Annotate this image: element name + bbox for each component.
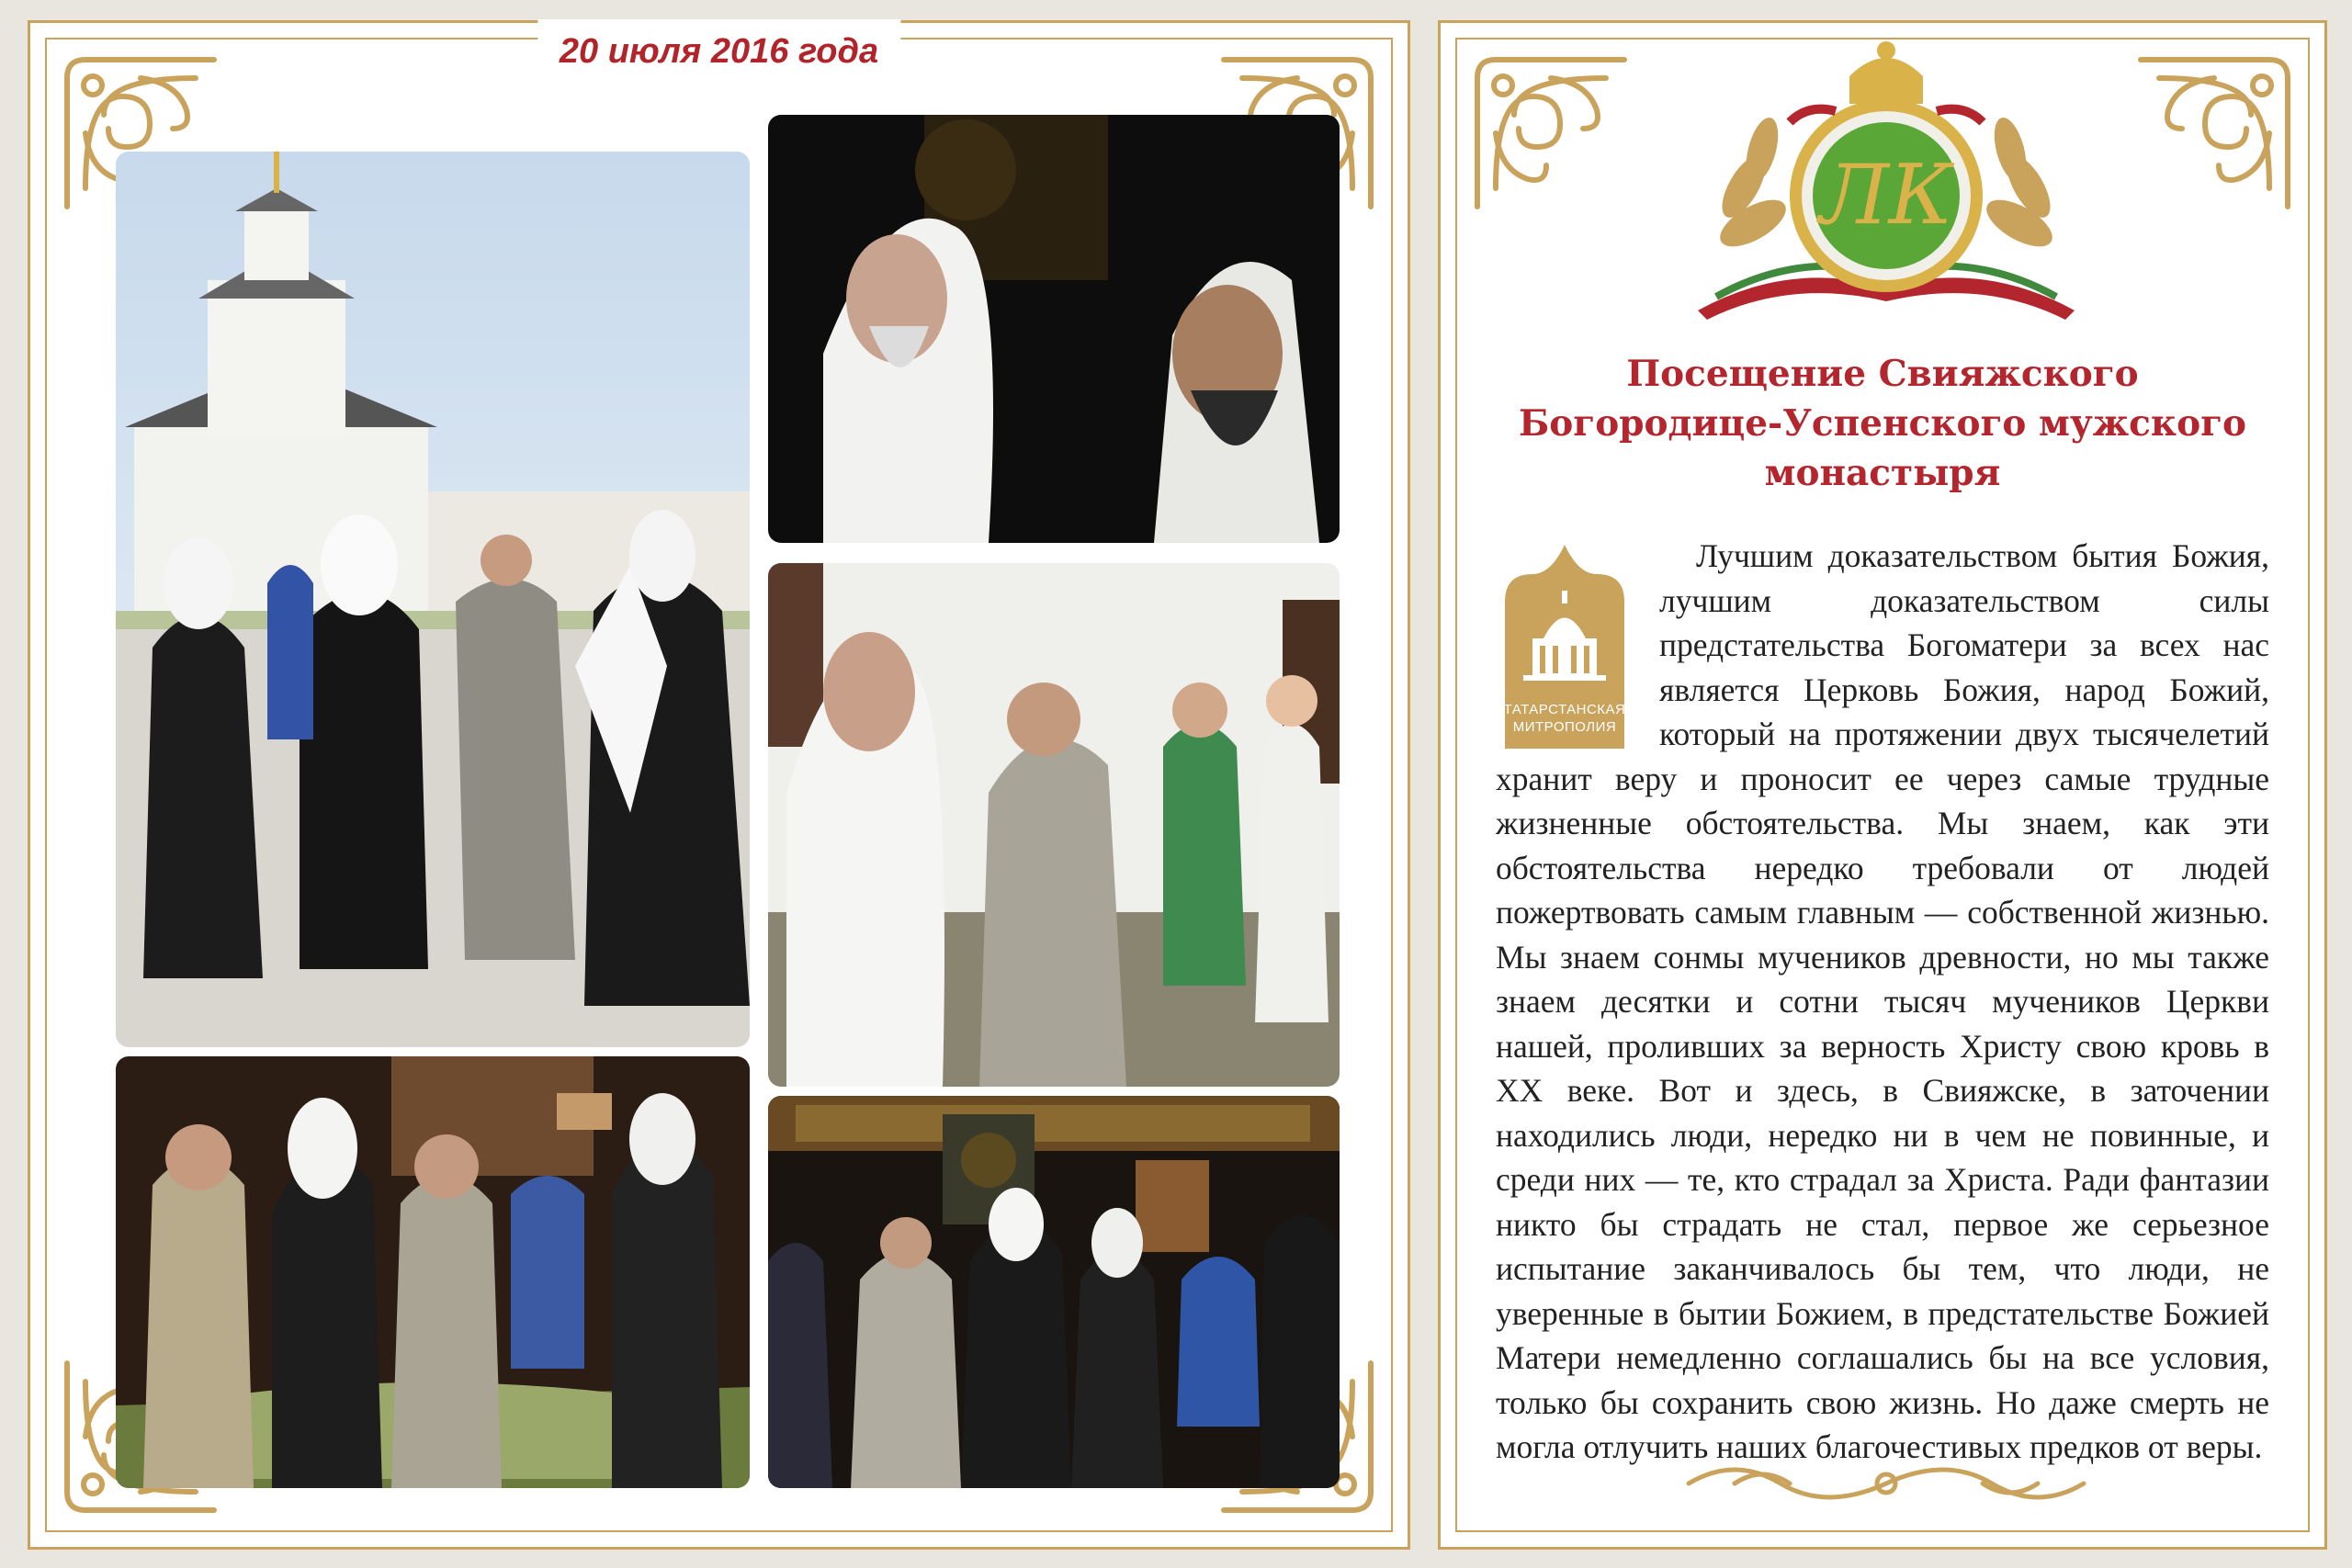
- photo-patriarch-closeup: [768, 115, 1340, 543]
- corner-ornament: [1459, 41, 1643, 225]
- bottom-ornament: [1679, 1456, 2093, 1511]
- emblem-text-line: ТАТАРСТАНСКАЯ: [1503, 702, 1626, 717]
- left-page: [28, 20, 1410, 1550]
- page-title: [1496, 349, 2269, 498]
- patriarch-crest: [1679, 39, 2093, 333]
- photo-monastery-walk: [116, 152, 750, 1047]
- photo-greeting: [768, 563, 1340, 1087]
- body-paragraph: Лучшим доказательством бытия Божия, лучшим доказательством силы предстательства Богоматери за всех нас является Церковь Божия, народ Божий, который на протяжении двух тысячелетий хранит веру и проносит ее через самые трудные жизненные обстоятельства. Мы знаем, как эти обстоятельства нередко требовали от людей пожертвовать самым главным — собственной жизнью. Мы знаем сонмы мучеников древности, но мы также знаем десятки и сотни тысяч мучеников Церкви нашей, проливших за верность Христу свою кровь в XX веке. Вот и здесь, в Свияжске, в заточении находились люди, нередко ни в чем не повинные, и среди них — те, кто страдал за Христа. Ради фантазии никто бы страдать не стал, первое же серьезное испытание заканчивалось бы тем, что люди, не уверенные в бытии Божием, в предстательстве Божией Матери немедленно соглашались бы на все условия, только бы сохранить свою жизнь. Но даже смерть не могла отлучить наших благочестивых предков от веры.: [1496, 537, 2269, 1465]
- title-line: Посещение Свияжского: [1626, 353, 2139, 395]
- photo-church-interior: [768, 1096, 1340, 1488]
- date-label: 20 июля 2016 года: [537, 19, 900, 84]
- svg-text:ЛК: ЛК: [1819, 147, 1953, 243]
- title-line: Богородице-Успенского мужского: [1518, 402, 2247, 445]
- title-line: монастыря: [1764, 452, 2001, 494]
- photo-museum-model: [116, 1056, 750, 1488]
- right-page: [1438, 20, 2327, 1550]
- emblem-spacer: [1496, 534, 1659, 750]
- corner-ornament: [2122, 41, 2306, 225]
- emblem-text-line: МИТРОПОЛИЯ: [1512, 719, 1617, 735]
- body-text: [1496, 534, 2269, 1470]
